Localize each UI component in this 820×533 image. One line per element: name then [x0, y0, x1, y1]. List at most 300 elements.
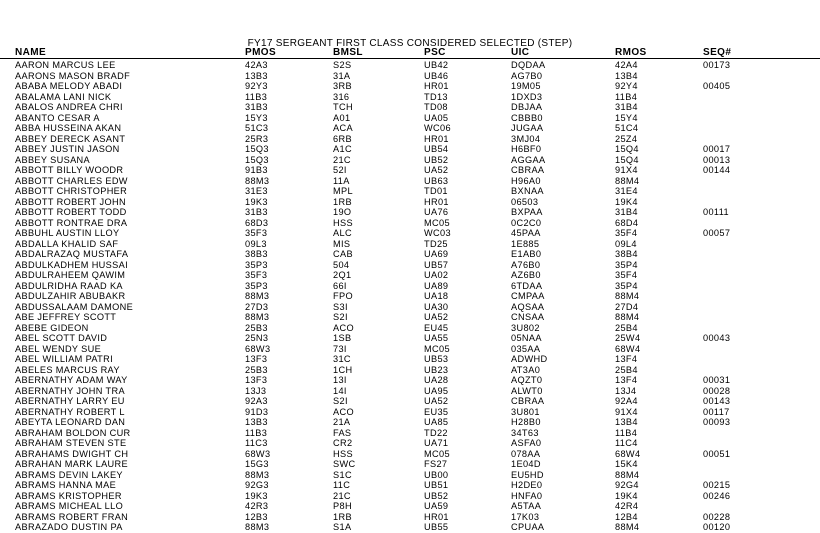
pmos-cell: 25B3	[245, 364, 268, 375]
rmos-cell: 15Q4	[615, 144, 639, 154]
bmsl-cell: 1RB	[333, 196, 352, 207]
rmos-cell: 35P4	[615, 280, 638, 291]
pmos-cell: 88M3	[245, 312, 270, 322]
bmsl-cell: MIS	[333, 238, 351, 249]
name-cell: ABBEY SUSANA	[15, 154, 91, 165]
rmos-cell: 15K4	[615, 459, 638, 469]
psc-cell: HR01	[424, 511, 449, 522]
psc-cell: MC05	[424, 343, 450, 354]
rmos-cell: 13F4	[615, 354, 638, 364]
pmos-cell: 13B3	[245, 417, 268, 427]
rmos-cell: 88M4	[615, 312, 640, 322]
rmos-cell: 15Q4	[615, 154, 639, 165]
psc-cell: UB52	[424, 154, 449, 165]
table-row	[0, 354, 820, 365]
pmos-cell: 13F3	[245, 354, 268, 364]
table-row	[0, 470, 820, 481]
psc-cell: UB23	[424, 364, 449, 375]
bmsl-cell: A1C	[333, 144, 352, 154]
psc-cell: EU45	[424, 322, 449, 333]
table-row	[0, 270, 820, 281]
pmos-cell: 35P3	[245, 259, 268, 270]
uic-cell: AQZT0	[511, 375, 543, 385]
uic-cell: 6TDAA	[511, 280, 543, 291]
rmos-cell: 09L4	[615, 238, 637, 249]
uic-cell: CBRAA	[511, 396, 545, 406]
bmsl-cell: 14I	[333, 385, 347, 396]
bmsl-cell: ACA	[333, 123, 353, 133]
rmos-cell: 68W4	[615, 343, 641, 354]
name-cell: ABEL SCOTT DAVID	[15, 333, 108, 343]
bmsl-cell: MPL	[333, 186, 353, 196]
table-row	[0, 323, 820, 334]
name-cell: ABDUSSALAAM DAMONE	[15, 301, 134, 312]
psc-cell: TD22	[424, 427, 448, 438]
psc-cell: UA52	[424, 165, 449, 175]
uic-cell: HNFA0	[511, 490, 543, 501]
table-row	[0, 260, 820, 271]
name-cell: ABEYTA LEONARD DAN	[15, 417, 126, 427]
name-cell: ABRAHAM STEVEN STE	[15, 438, 127, 448]
psc-cell: HR01	[424, 196, 449, 207]
header-psc: PSC	[424, 47, 446, 58]
rmos-cell: 91X4	[615, 165, 638, 175]
seq-cell: 00215	[703, 480, 731, 490]
name-cell: ABABA MELODY ABADI	[15, 81, 123, 91]
bmsl-cell: ACO	[333, 406, 354, 417]
name-cell: ABELES MARCUS RAY	[15, 364, 120, 375]
uic-cell: 34T63	[511, 427, 539, 438]
psc-cell: MC05	[424, 448, 450, 459]
bmsl-cell: FPO	[333, 291, 353, 301]
psc-cell: UA52	[424, 396, 449, 406]
seq-cell: 00143	[703, 396, 731, 406]
pmos-cell: 12B3	[245, 511, 268, 522]
name-cell: ABALOS ANDREA CHRI	[15, 102, 123, 112]
psc-cell: TD08	[424, 102, 448, 112]
table-row	[0, 449, 820, 460]
uic-cell: CPUAA	[511, 522, 545, 532]
psc-cell: UB54	[424, 144, 449, 154]
rmos-cell: 35F4	[615, 228, 638, 238]
psc-cell: UA52	[424, 312, 449, 322]
psc-cell: UA95	[424, 385, 449, 396]
uic-cell: BXPAA	[511, 207, 543, 217]
psc-cell: UB46	[424, 70, 449, 81]
pmos-cell: 27D3	[245, 301, 269, 312]
bmsl-cell: S1C	[333, 469, 352, 480]
pmos-cell: 68D3	[245, 217, 269, 228]
rmos-cell: 31B4	[615, 102, 638, 112]
pmos-cell: 31B3	[245, 102, 268, 112]
rmos-cell: 88M4	[615, 469, 640, 480]
name-cell: ABBUHL AUSTIN LLOY	[15, 228, 120, 238]
rmos-cell: 88M4	[615, 291, 640, 301]
pmos-cell: 42R3	[245, 501, 269, 511]
pmos-cell: 35P3	[245, 280, 268, 291]
uic-cell: CBBB0	[511, 112, 543, 123]
table-row	[0, 491, 820, 502]
table-row	[0, 375, 820, 386]
table-row	[0, 81, 820, 92]
name-cell: AARON MARCUS LEE	[15, 60, 116, 70]
seq-cell: 00111	[703, 207, 729, 217]
pmos-cell: 19K3	[245, 196, 268, 207]
psc-cell: EU35	[424, 406, 449, 417]
bmsl-cell: 19O	[333, 207, 352, 217]
table-row	[0, 218, 820, 229]
bmsl-cell: S2I	[333, 396, 348, 406]
pmos-cell: 15Q3	[245, 154, 269, 165]
rmos-cell: 27D4	[615, 301, 639, 312]
pmos-cell: 88M3	[245, 522, 270, 532]
bmsl-cell: 6RB	[333, 133, 352, 144]
bmsl-cell: 504	[333, 259, 350, 270]
table-row	[0, 207, 820, 218]
uic-cell: 17K03	[511, 511, 540, 522]
pmos-cell: 31E3	[245, 186, 268, 196]
bmsl-cell: 66I	[333, 280, 347, 291]
table-row	[0, 155, 820, 166]
bmsl-cell: HSS	[333, 217, 353, 228]
bmsl-cell: 31A	[333, 70, 351, 81]
name-cell: ABEL WILLIAM PATRI	[15, 354, 114, 364]
psc-cell: UB42	[424, 60, 449, 70]
psc-cell: UB52	[424, 490, 449, 501]
pmos-cell: 92Y3	[245, 81, 268, 91]
uic-cell: EU5HD	[511, 469, 544, 480]
rmos-cell: 88M4	[615, 522, 640, 532]
seq-cell: 00173	[703, 60, 731, 70]
seq-cell: 00093	[703, 417, 731, 427]
psc-cell: UA18	[424, 291, 449, 301]
uic-cell: BXNAA	[511, 186, 544, 196]
psc-cell: FS27	[424, 459, 448, 469]
pmos-cell: 15Y3	[245, 112, 268, 123]
header-name: NAME	[15, 47, 47, 58]
name-cell: ABDALLA KHALID SAF	[15, 238, 119, 249]
table-row	[0, 228, 820, 239]
psc-cell: TD13	[424, 91, 448, 102]
table-row	[0, 522, 820, 533]
bmsl-cell: A01	[333, 112, 351, 123]
uic-cell: A76B0	[511, 259, 541, 270]
bmsl-cell: FAS	[333, 427, 352, 438]
psc-cell: UB57	[424, 259, 449, 270]
name-cell: ABERNATHY LARRY EU	[15, 396, 125, 406]
rmos-cell: 25W4	[615, 333, 641, 343]
table-row	[0, 186, 820, 197]
seq-cell: 00117	[703, 406, 730, 417]
name-cell: ABBOTT ROBERT JOHN	[15, 196, 126, 207]
name-cell: ABERNATHY ADAM WAY	[15, 375, 128, 385]
pmos-cell: 35F3	[245, 228, 268, 238]
table-row	[0, 512, 820, 523]
table-row	[0, 281, 820, 292]
name-cell: AARONS MASON BRADF	[15, 70, 131, 81]
psc-cell: UB63	[424, 175, 449, 186]
document-title: FY17 SERGEANT FIRST CLASS CONSIDERED SELECTED (STEP)	[247, 38, 573, 49]
seq-cell: 00144	[703, 165, 731, 175]
seq-cell: 00028	[703, 385, 731, 396]
header-uic: UIC	[511, 47, 530, 58]
rmos-cell: 38B4	[615, 249, 638, 259]
psc-cell: UA71	[424, 438, 449, 448]
rmos-cell: 13J4	[615, 385, 637, 396]
uic-cell: JUGAA	[511, 123, 544, 133]
uic-cell: H28B0	[511, 417, 541, 427]
bmsl-cell: ACO	[333, 322, 354, 333]
rmos-cell: 92A4	[615, 396, 638, 406]
pmos-cell: 68W3	[245, 343, 271, 354]
uic-cell: AGGAA	[511, 154, 546, 165]
name-cell: ABRAMS HANNA MAE	[15, 480, 117, 490]
uic-cell: 06503	[511, 196, 539, 207]
seq-cell: 00051	[703, 448, 731, 459]
roster-table-body	[0, 60, 820, 533]
name-cell: ABBOTT BILLY WOODR	[15, 165, 124, 175]
uic-cell: CBRAA	[511, 165, 545, 175]
name-cell: ABRAHAMS DWIGHT CH	[15, 448, 129, 459]
rmos-cell: 91X4	[615, 406, 638, 417]
pmos-cell: 92A3	[245, 396, 268, 406]
name-cell: ABDULRIDHA RAAD KA	[15, 280, 123, 291]
name-cell: ABDULKADHEM HUSSAI	[15, 259, 129, 270]
table-row	[0, 480, 820, 491]
bmsl-cell: TCH	[333, 102, 353, 112]
name-cell: ABRAHAM BOLDON CUR	[15, 427, 131, 438]
pmos-cell: 25R3	[245, 133, 269, 144]
pmos-cell: 13J3	[245, 385, 267, 396]
psc-cell: WC03	[424, 228, 451, 238]
seq-cell: 00120	[703, 522, 731, 532]
uic-cell: ASFA0	[511, 438, 542, 448]
uic-cell: 3U802	[511, 322, 540, 333]
psc-cell: UB51	[424, 480, 449, 490]
uic-cell: H96A0	[511, 175, 541, 186]
name-cell: ABDULZAHIR ABUBAKR	[15, 291, 126, 301]
seq-cell: 00017	[703, 144, 731, 154]
table-row	[0, 428, 820, 439]
rmos-cell: 31B4	[615, 207, 638, 217]
uic-cell: 1E04D	[511, 459, 541, 469]
seq-cell: 00246	[703, 490, 731, 501]
table-row	[0, 438, 820, 449]
pmos-cell: 51C3	[245, 123, 269, 133]
table-row	[0, 60, 820, 71]
bmsl-cell: 21C	[333, 490, 351, 501]
name-cell: ABRAMS KRISTOPHER	[15, 490, 122, 501]
psc-cell: UA05	[424, 112, 449, 123]
name-cell: ABDULRAHEEM QAWIM	[15, 270, 126, 280]
name-cell: ABANTO CESAR A	[15, 112, 100, 123]
table-row	[0, 239, 820, 250]
table-row	[0, 113, 820, 124]
name-cell: ABALAMA LANI NICK	[15, 91, 112, 102]
bmsl-cell: SWC	[333, 459, 356, 469]
header-seq: SEQ#	[703, 47, 732, 58]
header-bmsl: BMSL	[333, 47, 363, 58]
bmsl-cell: 31C	[333, 354, 351, 364]
psc-cell: UA69	[424, 249, 449, 259]
rmos-cell: 68W4	[615, 448, 641, 459]
seq-cell: 00057	[703, 228, 731, 238]
name-cell: ABRAZADO DUSTIN PA	[15, 522, 123, 532]
pmos-cell: 25N3	[245, 333, 269, 343]
table-row	[0, 249, 820, 260]
psc-cell: UA59	[424, 501, 449, 511]
name-cell: ABRAMS ROBERT FRAN	[15, 511, 129, 522]
uic-cell: DQDAA	[511, 60, 546, 70]
bmsl-cell: 21A	[333, 417, 351, 427]
name-cell: ABRAMS DEVIN LAKEY	[15, 469, 123, 480]
rmos-cell: 13B4	[615, 417, 638, 427]
psc-cell: HR01	[424, 133, 449, 144]
bmsl-cell: 11C	[333, 480, 351, 490]
uic-cell: AQSAA	[511, 301, 545, 312]
header-pmos: PMOS	[245, 47, 277, 58]
name-cell: ABEBE GIDEON	[15, 322, 89, 333]
pmos-cell: 88M3	[245, 469, 270, 480]
psc-cell: TD25	[424, 238, 448, 249]
bmsl-cell: S3I	[333, 301, 348, 312]
psc-cell: UA76	[424, 207, 449, 217]
psc-cell: UA85	[424, 417, 449, 427]
rmos-cell: 35F4	[615, 270, 638, 280]
pmos-cell: 91D3	[245, 406, 269, 417]
name-cell: ABERNATHY JOHN TRA	[15, 385, 125, 396]
pmos-cell: 31B3	[245, 207, 268, 217]
bmsl-cell: 2Q1	[333, 270, 352, 280]
uic-cell: AT3A0	[511, 364, 541, 375]
rmos-cell: 25B4	[615, 322, 638, 333]
psc-cell: UA02	[424, 270, 449, 280]
bmsl-cell: ALC	[333, 228, 352, 238]
bmsl-cell: CR2	[333, 438, 353, 448]
column-header-row	[0, 48, 820, 59]
psc-cell: UA55	[424, 333, 449, 343]
psc-cell: UA89	[424, 280, 449, 291]
psc-cell: UB53	[424, 354, 449, 364]
pmos-cell: 68W3	[245, 448, 271, 459]
uic-cell: CMPAA	[511, 291, 545, 301]
name-cell: ABBEY JUSTIN JASON	[15, 144, 120, 154]
rmos-cell: 31E4	[615, 186, 638, 196]
table-row	[0, 312, 820, 323]
seq-cell: 00043	[703, 333, 731, 343]
pmos-cell: 19K3	[245, 490, 268, 501]
bmsl-cell: 13I	[333, 375, 347, 385]
pmos-cell: 13B3	[245, 70, 268, 81]
psc-cell: UB55	[424, 522, 449, 532]
uic-cell: E1AB0	[511, 249, 542, 259]
rmos-cell: 42A4	[615, 60, 638, 70]
rmos-cell: 13F4	[615, 375, 638, 385]
name-cell: ABBOTT CHRISTOPHER	[15, 186, 128, 196]
pmos-cell: 88M3	[245, 291, 270, 301]
psc-cell: UB00	[424, 469, 449, 480]
table-row	[0, 365, 820, 376]
pmos-cell: 15G3	[245, 459, 269, 469]
uic-cell: 3MJ04	[511, 133, 541, 144]
table-row	[0, 123, 820, 134]
bmsl-cell: S2I	[333, 312, 348, 322]
bmsl-cell: 3RB	[333, 81, 352, 91]
table-row	[0, 344, 820, 355]
bmsl-cell: 316	[333, 91, 350, 102]
name-cell: ABBOTT ROBERT TODD	[15, 207, 127, 217]
name-cell: ABBOTT CHARLES EDW	[15, 175, 128, 186]
header-rmos: RMOS	[615, 47, 647, 58]
name-cell: ABERNATHY ROBERT L	[15, 406, 125, 417]
rmos-cell: 42R4	[615, 501, 639, 511]
table-row	[0, 134, 820, 145]
bmsl-cell: S1A	[333, 522, 352, 532]
table-row	[0, 459, 820, 470]
name-cell: ABRAHAN MARK LAURE	[15, 459, 129, 469]
rmos-cell: 11C4	[615, 438, 638, 448]
rmos-cell: 92Y4	[615, 81, 638, 91]
rmos-cell: 12B4	[615, 511, 638, 522]
name-cell: ABEL WENDY SUE	[15, 343, 102, 354]
pmos-cell: 42A3	[245, 60, 268, 70]
name-cell: ABBOTT RONTRAE DRA	[15, 217, 128, 228]
bmsl-cell: 11A	[333, 175, 350, 186]
pmos-cell: 15Q3	[245, 144, 269, 154]
pmos-cell: 91B3	[245, 165, 268, 175]
uic-cell: ADWHD	[511, 354, 548, 364]
pmos-cell: 13F3	[245, 375, 268, 385]
table-row	[0, 197, 820, 208]
rmos-cell: 35P4	[615, 259, 638, 270]
uic-cell: H6BF0	[511, 144, 542, 154]
uic-cell: 1DXD3	[511, 91, 543, 102]
pmos-cell: 11B3	[245, 427, 268, 438]
rmos-cell: 15Y4	[615, 112, 638, 123]
pmos-cell: 92G3	[245, 480, 269, 490]
table-row	[0, 302, 820, 313]
rmos-cell: 51C4	[615, 123, 639, 133]
table-row	[0, 176, 820, 187]
uic-cell: AZ6B0	[511, 270, 541, 280]
table-row	[0, 396, 820, 407]
rmos-cell: 88M4	[615, 175, 640, 186]
uic-cell: 05NAA	[511, 333, 542, 343]
name-cell: ABE JEFFREY SCOTT	[15, 312, 117, 322]
name-cell: ABBA HUSSEINA AKAN	[15, 123, 122, 133]
table-row	[0, 386, 820, 397]
rmos-cell: 19K4	[615, 490, 638, 501]
table-row	[0, 165, 820, 176]
uic-cell: DBJAA	[511, 102, 543, 112]
table-row	[0, 144, 820, 155]
pmos-cell: 35F3	[245, 270, 268, 280]
uic-cell: CNSAA	[511, 312, 545, 322]
uic-cell: ALWT0	[511, 385, 543, 396]
name-cell: ABRAMS MICHEAL LLO	[15, 501, 124, 511]
uic-cell: 1E885	[511, 238, 540, 249]
bmsl-cell: 1RB	[333, 511, 352, 522]
rmos-cell: 19K4	[615, 196, 638, 207]
uic-cell: AG7B0	[511, 70, 543, 81]
rmos-cell: 92G4	[615, 480, 639, 490]
table-row	[0, 333, 820, 344]
table-row	[0, 291, 820, 302]
psc-cell: WC06	[424, 123, 451, 133]
psc-cell: UA28	[424, 375, 449, 385]
rmos-cell: 11B4	[615, 427, 638, 438]
psc-cell: MC05	[424, 217, 450, 228]
